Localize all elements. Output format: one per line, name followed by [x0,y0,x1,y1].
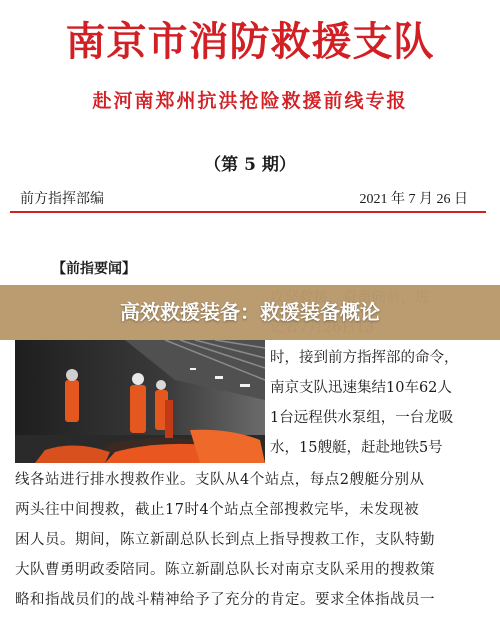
title-banner[interactable] [0,285,500,340]
text-line: 1台远程供水泵组，一台龙吸 [270,410,454,426]
page-subtitle: 赴河南郑州抗洪抢险救援前线专报 [92,90,408,112]
text-line: 两头往中间搜救，截止17时4个站点全部搜救完毕，未发现被 [15,502,420,518]
rescue-photo [15,340,265,463]
text-line: 大队曹勇明政委陪同。陈立新副总队长对南京支队采用的搜救策 [15,562,435,578]
banner-text: 高效救援装备：救援装备概论 [120,300,380,324]
divider [10,211,486,213]
text-line: 时，接到前方指挥部的命令， [270,350,459,366]
page-title: 南京市消防救援支队 [65,18,435,65]
text-line: 水，15艘艇，赶赴地铁5号 [270,440,443,456]
text-line: 南京支队迅速集结10车62人 [270,380,452,396]
text-line: 线各站进行排水搜救作业。支队从4个站点，每点2艘艇分别从 [15,472,425,488]
text-line: 略和指战员们的战斗精神给予了充分的肯定。要求全体指战员一 [15,592,435,608]
text-line: 困人员。期间，陈立新副总队长到点上指导搜救工作，支队特勤 [15,532,435,548]
issue-number: （第 5 期） [204,155,296,175]
section-label: 【前指要闻】 [52,261,136,277]
article-body [15,465,490,615]
issue-date: 2021 年 7 月 26 日 [359,192,468,207]
editor-label: 前方指挥部编 [20,191,104,207]
